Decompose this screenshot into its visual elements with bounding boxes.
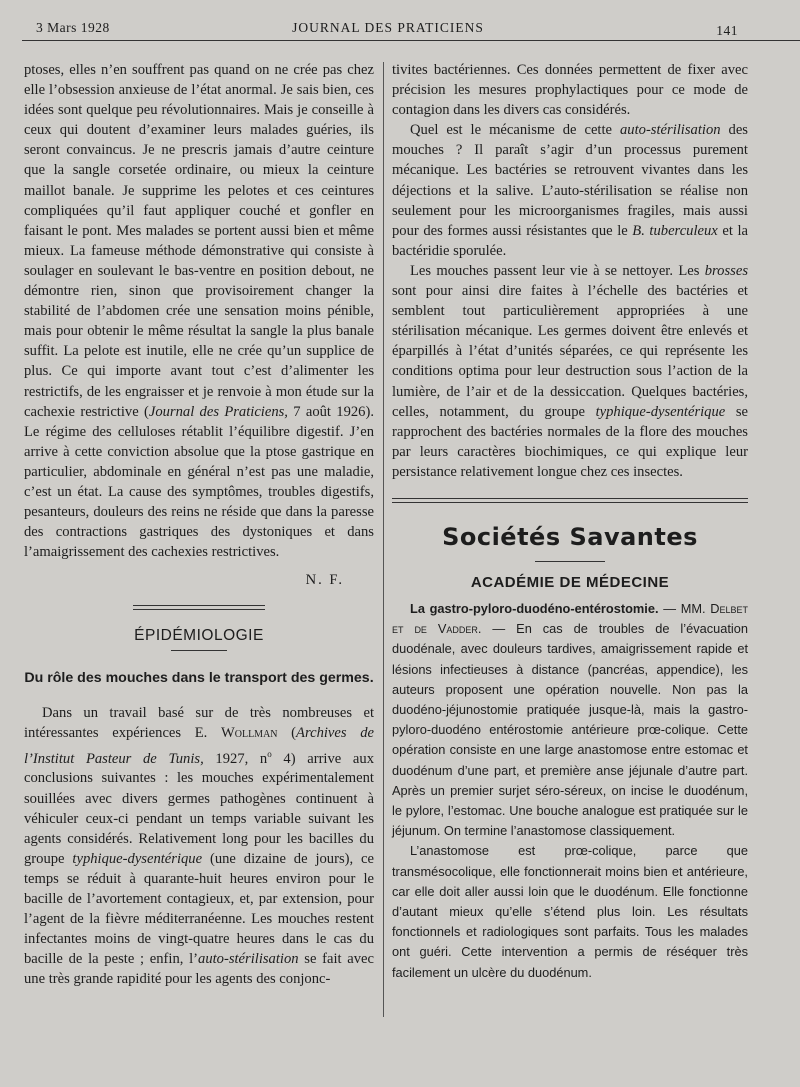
header-date: 3 Mars 1928 bbox=[36, 20, 110, 35]
column-divider bbox=[383, 62, 384, 1017]
section-underline bbox=[171, 650, 227, 651]
section-double-rule bbox=[133, 605, 265, 610]
article-title: Du rôle des mouches dans le transport des germes. bbox=[24, 670, 374, 687]
report-paragraph: La gastro-pyloro-duodéno-entérostomie. — MM. Delbet et de Vadder. — En cas de troubles de l’évacuation duodénale, avec douleurs tardives, amaigrissement rapide et lésions infectieuses à distance (pancréas, appendice), les auteurs proposent une opération nouvelle. Non pas la duodéno-jéjunostomie pratiquée jusque-là, mais la gastro-pyloro-duodéno entérostomie antérieure prœ-colique. Cette opération consiste en une large anastomose entre estomac et duodénum d’une part, et première anse jéjunale d’autre part. Après un premier surjet séro-séreux, on incise le duodénum, le pylore, l’estomac. Une bouche analogue est pratiquée sur le jéjunum. On termine l’anastomose classiquement. bbox=[392, 600, 749, 839]
section-underline bbox=[535, 561, 605, 562]
section-double-rule bbox=[392, 498, 748, 503]
academy-report bbox=[392, 599, 748, 983]
header-rule bbox=[22, 40, 800, 41]
page-header bbox=[36, 20, 740, 42]
section-subheading: ACADÉMIE DE MÉDECINE bbox=[470, 573, 670, 591]
article-paragraph: Quel est le mécanisme de cette auto-stérilisation des mouches ? Il paraît s’agir d’un processus purement mécanique. Les bactéries se retrouvent vivantes dans les déjections et la salive. L’auto-stérilisation se réalise non seulement pour les microorganismes fragiles, mais aussi pour des formes aussi résistantes que le B. tuberculeux et la bactéridie sporulée. bbox=[392, 122, 748, 259]
continued-paragraph: ptoses, elles n’en souffrent pas quand on ne crée pas chez elle l’obsession anxieuse de l’état anormal. Je sais bien, ces idées sont quelque peu révolutionnaires. Mais je conseille à ceux qui doutent d’examiner leurs malades guéries, ils seront convaincus. Je ne prescris jamais d’autre ceinture que la sangle corsetée ordinaire, ou mieux la ceinture maillot banale. Je supprime les pelotes et ces ceintures compliquées qu’il faut appliquer couché et gonfler en faisant le pont. Mes malades se portent aussi bien et même mieux. La fameuse méthode démonstrative qui consiste à soulager en soulevant le bas-ventre en position debout, ne démontre rien, sinon que provisoirement changer la stabilité de l’abdomen crée une sensation moins pénible, mais pour obtenir le même résultat la sangle la plus banale suffit. La pelote est inutile, elle ne crée qu’un supplice de plus. Ce qui importe avant tout c’est d’alimenter les restrictifs, de les engraisser et je renvoie à mon étude sur la cachexie restrictive (Journal des Praticiens, 7 août 1926). Le régime des celluloses rétablit l’équilibre digestif. J’en arrive à cette conviction absolue que la ptose gastrique en particulier, abdominale en général n’est pas une maladie, c’est un état. La cause des symptômes, troubles digestifs, pesanteurs, douleurs des reins ne réside que dans la paresse des contractions gastriques des dystoniques et dans l’amaigrissement des cachexies restrictives. bbox=[24, 62, 374, 561]
page-number: 141 bbox=[716, 23, 738, 38]
article-paragraph: tivites bactériennes. Ces données permettent de fixer avec précision les mesures prophylactiques pour ce mode de contagion dans les divers cas considérés. bbox=[392, 62, 748, 119]
section-big-title: Sociétés Savantes bbox=[442, 522, 698, 551]
report-paragraph: L’anastomose est prœ-colique, parce que transmésocolique, elle fonctionnerait moins bien et antérieure, car elle doit aller aussi loin que le duodénum. Elle fonctionne d’autant mieux qu’elle s’étend plus loin. Les résultats fonctionnels et radiologiques sont parfaits. Tous les malades ont guéri. Cette intervention a permis de réséquer très facilement un ulcère du duodénum. bbox=[392, 843, 748, 980]
article-paragraph: Dans un travail basé sur de très nombreuses et intéressantes expériences E. Wollman (Archives de l’Institut Pasteur de Tunis, 1927, $n^o$ 4) arrive aux conclusions suivantes : les mouches expérimentalement souillées avec divers germes pathogènes continuent à véhiculer ceux-ci pendant un temps variable suivant les agents considérés. Relativement long pour les bacilles du groupe typhique-dysentérique (une dizaine de jours), ce temps se réduit à quarante-huit heures environ pour le bacille de l’avortement contagieux, et, par extension, pour l’agent de la fièvre méditerranéenne. Les mouches restent infectantes moins de vingt-quatre heures dans le cas du bacille de la peste ; enfin, l’auto-stérilisation se fait avec une très grande rapidité pour les agents des conjonc- bbox=[24, 705, 375, 988]
section-title: ÉPIDÉMIOLOGIE bbox=[134, 627, 264, 645]
article-paragraph: Les mouches passent leur vie à se nettoyer. Les brosses sont pour ainsi dire faites à l’échelle des bactéries et semblent tout particulièrement appropriées à une stérilisation mécanique. Les germes doivent être enlevés et éparpillés à l’état d’unités séparées, ce qui représente les conditions optima pour leur destruction sous l’action de la lumière, de l’air et de la dessiccation. Quelques bactéries, celles, notamment, du groupe typhique-dysentérique se rapprochent des bactéries normales de la flore des mouches par leurs caractères biochimiques, ce qui explique leur persistance relativement longue chez ces insectes. bbox=[392, 262, 748, 480]
header-journal-title: JOURNAL DES PRATICIENS bbox=[292, 20, 484, 35]
right-column bbox=[392, 60, 748, 983]
left-column bbox=[24, 60, 374, 990]
author-signature: N. F. bbox=[305, 572, 344, 589]
